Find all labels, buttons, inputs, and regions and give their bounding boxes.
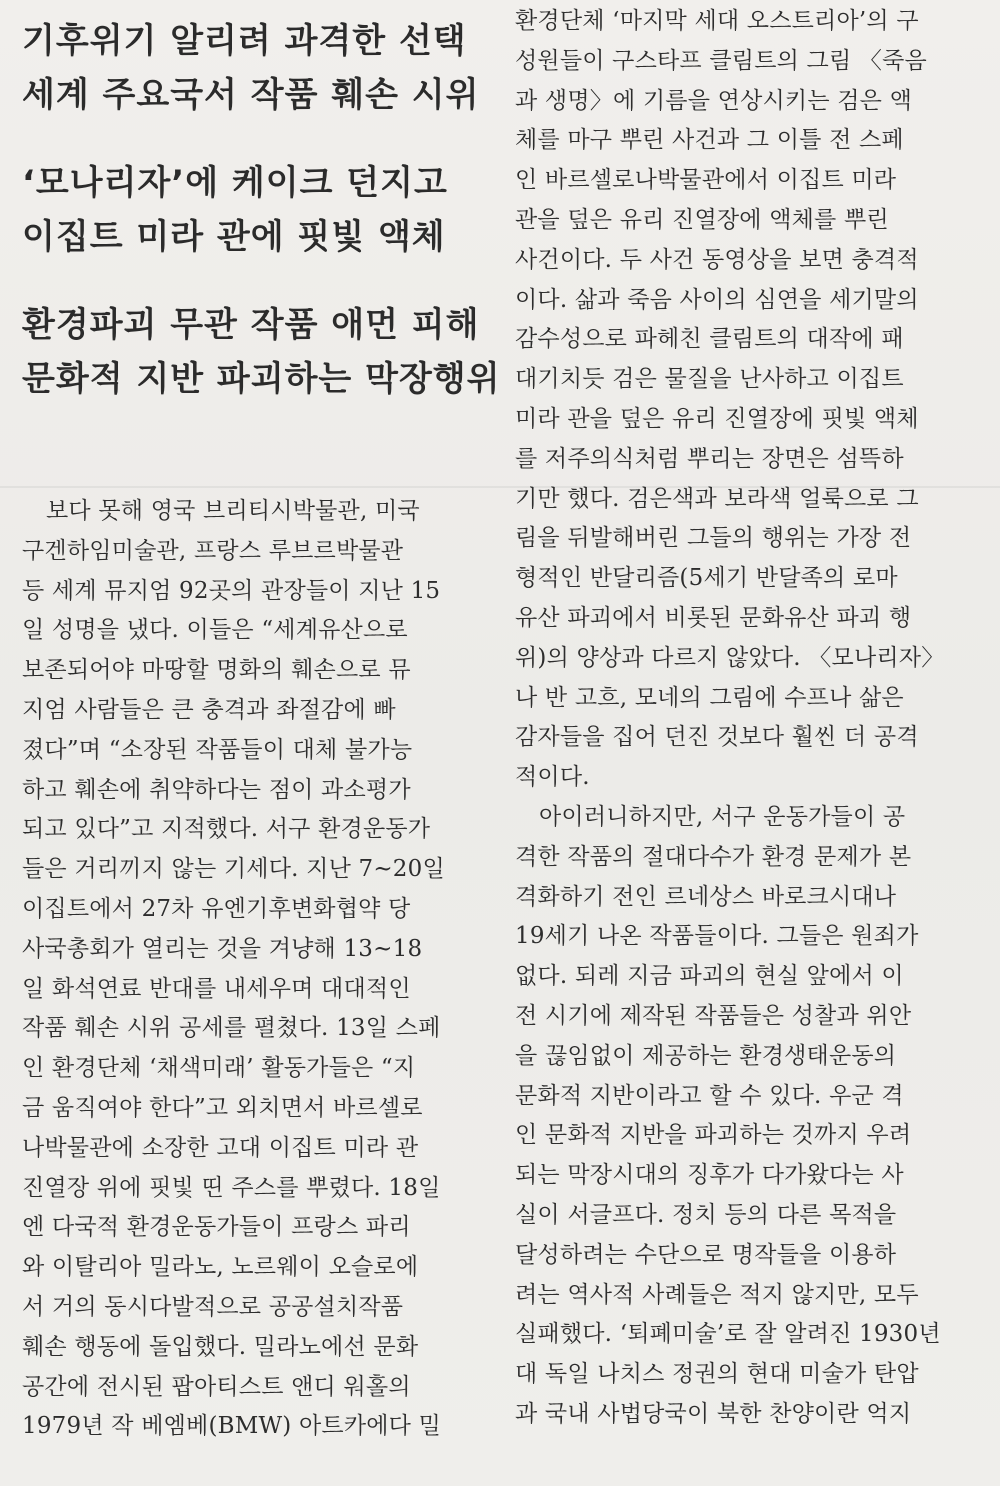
article-line: 되는 막장시대의 징후가 다가왔다는 사 (515, 1162, 904, 1189)
article-line: 작품 훼손 시위 공세를 펼쳤다. 13일 스페 (22, 1015, 441, 1042)
article-line: 체를 마구 뿌린 사건과 그 이틀 전 스페 (515, 127, 904, 154)
article-line: 들은 거리끼지 않는 기세다. 지난 7~20일 (22, 856, 445, 883)
article-line: 기만 했다. 검은색과 보라색 얼룩으로 그 (515, 485, 919, 512)
article-line: 위)의 양상과 다르지 않았다. 〈모나리자〉 (515, 644, 945, 671)
article-line: 달성하려는 수단으로 명작들을 이용하 (515, 1241, 897, 1268)
article-line: 인 문화적 지반을 파괴하는 것까지 우려 (515, 1122, 912, 1149)
article-line: 보존되어야 마땅할 명화의 훼손으로 뮤 (22, 657, 411, 684)
headline: ‘모나리자’에 케이크 던지고 (22, 163, 448, 203)
headline: 기후위기 알리려 과격한 선택 (22, 21, 467, 61)
article-column-right (515, 2, 980, 1435)
article-line: 환경단체 ‘마지막 세대 오스트리아’의 구 (515, 8, 919, 34)
article-line: 보다 못해 영국 브리티시박물관, 미국 (46, 498, 420, 524)
article-line: 인 환경단체 ‘채색미래’ 활동가들은 “지 (22, 1055, 416, 1082)
article-line: 엔 다국적 환경운동가들이 프랑스 파리 (22, 1214, 411, 1241)
article-line: 성원들이 구스타프 클림트의 그림 〈죽음 (515, 47, 927, 74)
article-line: 하고 훼손에 취약하다는 점이 과소평가 (22, 776, 411, 803)
article-line: 형적인 반달리즘(5세기 반달족의 로마 (515, 565, 898, 592)
article-line: 공간에 전시된 팝아티스트 앤디 워홀의 (22, 1373, 411, 1400)
article-line: 19세기 나온 작품들이다. 그들은 원죄가 (515, 923, 919, 950)
article-line: 대 독일 나치스 정권의 현대 미술가 탄압 (515, 1361, 919, 1388)
article-line: 지엄 사람들은 큰 충격과 좌절감에 빠 (22, 696, 396, 723)
article-line: 1979년 작 베엠베(BMW) 아트카에다 밀 (22, 1413, 442, 1440)
article-line: 등 세계 뮤지엄 92곳의 관장들이 지난 15 (22, 577, 441, 604)
article-line: 실패했다. ‘퇴폐미술’로 잘 알려진 1930년 (515, 1321, 941, 1348)
article-line: 구겐하임미술관, 프랑스 루브르박물관 (22, 537, 404, 564)
headline: 세계 주요국서 작품 훼손 시위 (22, 75, 480, 115)
article-line: 인 바르셀로나박물관에서 이집트 미라 (515, 167, 897, 194)
article-line: 진열장 위에 핏빛 띤 주스를 뿌렸다. 18일 (22, 1174, 441, 1201)
article-line: 격화하기 전인 르네상스 바로크시대나 (515, 883, 897, 910)
headline-group-3 (22, 298, 501, 406)
article-line: 나 반 고흐, 모네의 그림에 수프나 삶은 (515, 684, 904, 711)
article-line: 유산 파괴에서 비롯된 문화유산 파괴 행 (515, 604, 912, 631)
article-line: 문화적 지반이라고 할 수 있다. 우군 격 (515, 1082, 904, 1109)
headline: 이집트 미라 관에 핏빛 액체 (22, 217, 446, 257)
article-line: 나박물관에 소장한 고대 이집트 미라 관 (22, 1134, 419, 1161)
article-line: 와 이탈리아 밀라노, 노르웨이 오슬로에 (22, 1254, 419, 1281)
article-line: 이다. 삶과 죽음 사이의 심연을 세기말의 (515, 286, 919, 313)
headline: 환경파괴 무관 작품 애먼 피해 (22, 305, 480, 345)
article-line: 졌다”며 “소장된 작품들이 대체 불가능 (22, 736, 413, 763)
article-line: 사건이다. 두 사건 동영상을 보면 충격적 (515, 246, 919, 273)
article-line: 일 성명을 냈다. 이들은 “세계유산으로 (22, 617, 408, 644)
article-line: 훼손 행동에 돌입했다. 밀라노에선 문화 (22, 1333, 419, 1360)
article-column-left (22, 492, 492, 1447)
article-line: 금 움직여야 한다”고 외치면서 바르셀로 (22, 1094, 423, 1121)
article-line: 림을 뒤발해버린 그들의 행위는 가장 전 (515, 525, 912, 552)
article-line: 과 생명〉에 기름을 연상시키는 검은 액 (515, 87, 913, 114)
article-line: 관을 덮은 유리 진열장에 액체를 뿌린 (515, 206, 889, 233)
article-line: 없다. 되레 지금 파괴의 현실 앞에서 이 (515, 963, 904, 990)
article-line: 이집트에서 27차 유엔기후변화협약 당 (22, 895, 411, 922)
article-line: 실이 서글프다. 정치 등의 다른 목적을 (515, 1201, 897, 1228)
article-line: 려는 역사적 사례들은 적지 않지만, 모두 (515, 1281, 919, 1308)
article-line: 감수성으로 파헤친 클림트의 대작에 패 (515, 326, 904, 353)
article-line: 감자들을 집어 던진 것보다 훨씬 더 공격 (515, 724, 919, 751)
article-line: 대기치듯 검은 물질을 난사하고 이집트 (515, 366, 904, 393)
article-line: 격한 작품의 절대다수가 환경 문제가 본 (515, 843, 912, 870)
article-line: 사국총회가 열리는 것을 겨냥해 13~18 (22, 935, 423, 962)
article-line: 과 국내 사법당국이 북한 찬양이란 억지 (515, 1400, 912, 1427)
article-line: 아이러니하지만, 서구 운동가들이 공 (539, 803, 906, 830)
article-line: 미라 관을 덮은 유리 진열장에 핏빛 액체 (515, 405, 919, 432)
article-line: 을 끊임없이 제공하는 환경생태운동의 (515, 1042, 897, 1069)
article-line: 를 저주의식처럼 뿌리는 장면은 섬뜩하 (515, 445, 904, 472)
article-line: 되고 있다”고 지적했다. 서구 환경운동가 (22, 816, 431, 843)
article-line: 전 시기에 제작된 작품들은 성찰과 위안 (515, 1002, 912, 1029)
article-line: 적이다. (515, 764, 590, 791)
headline-block (22, 14, 501, 440)
article-line: 서 거의 동시다발적으로 공공설치작품 (22, 1293, 404, 1320)
article-line: 일 화석연료 반대를 내세우며 대대적인 (22, 975, 411, 1002)
headline-group-1 (22, 14, 492, 122)
headline-group-2 (22, 156, 492, 264)
headline: 문화적 지반 파괴하는 막장행위 (22, 359, 501, 399)
